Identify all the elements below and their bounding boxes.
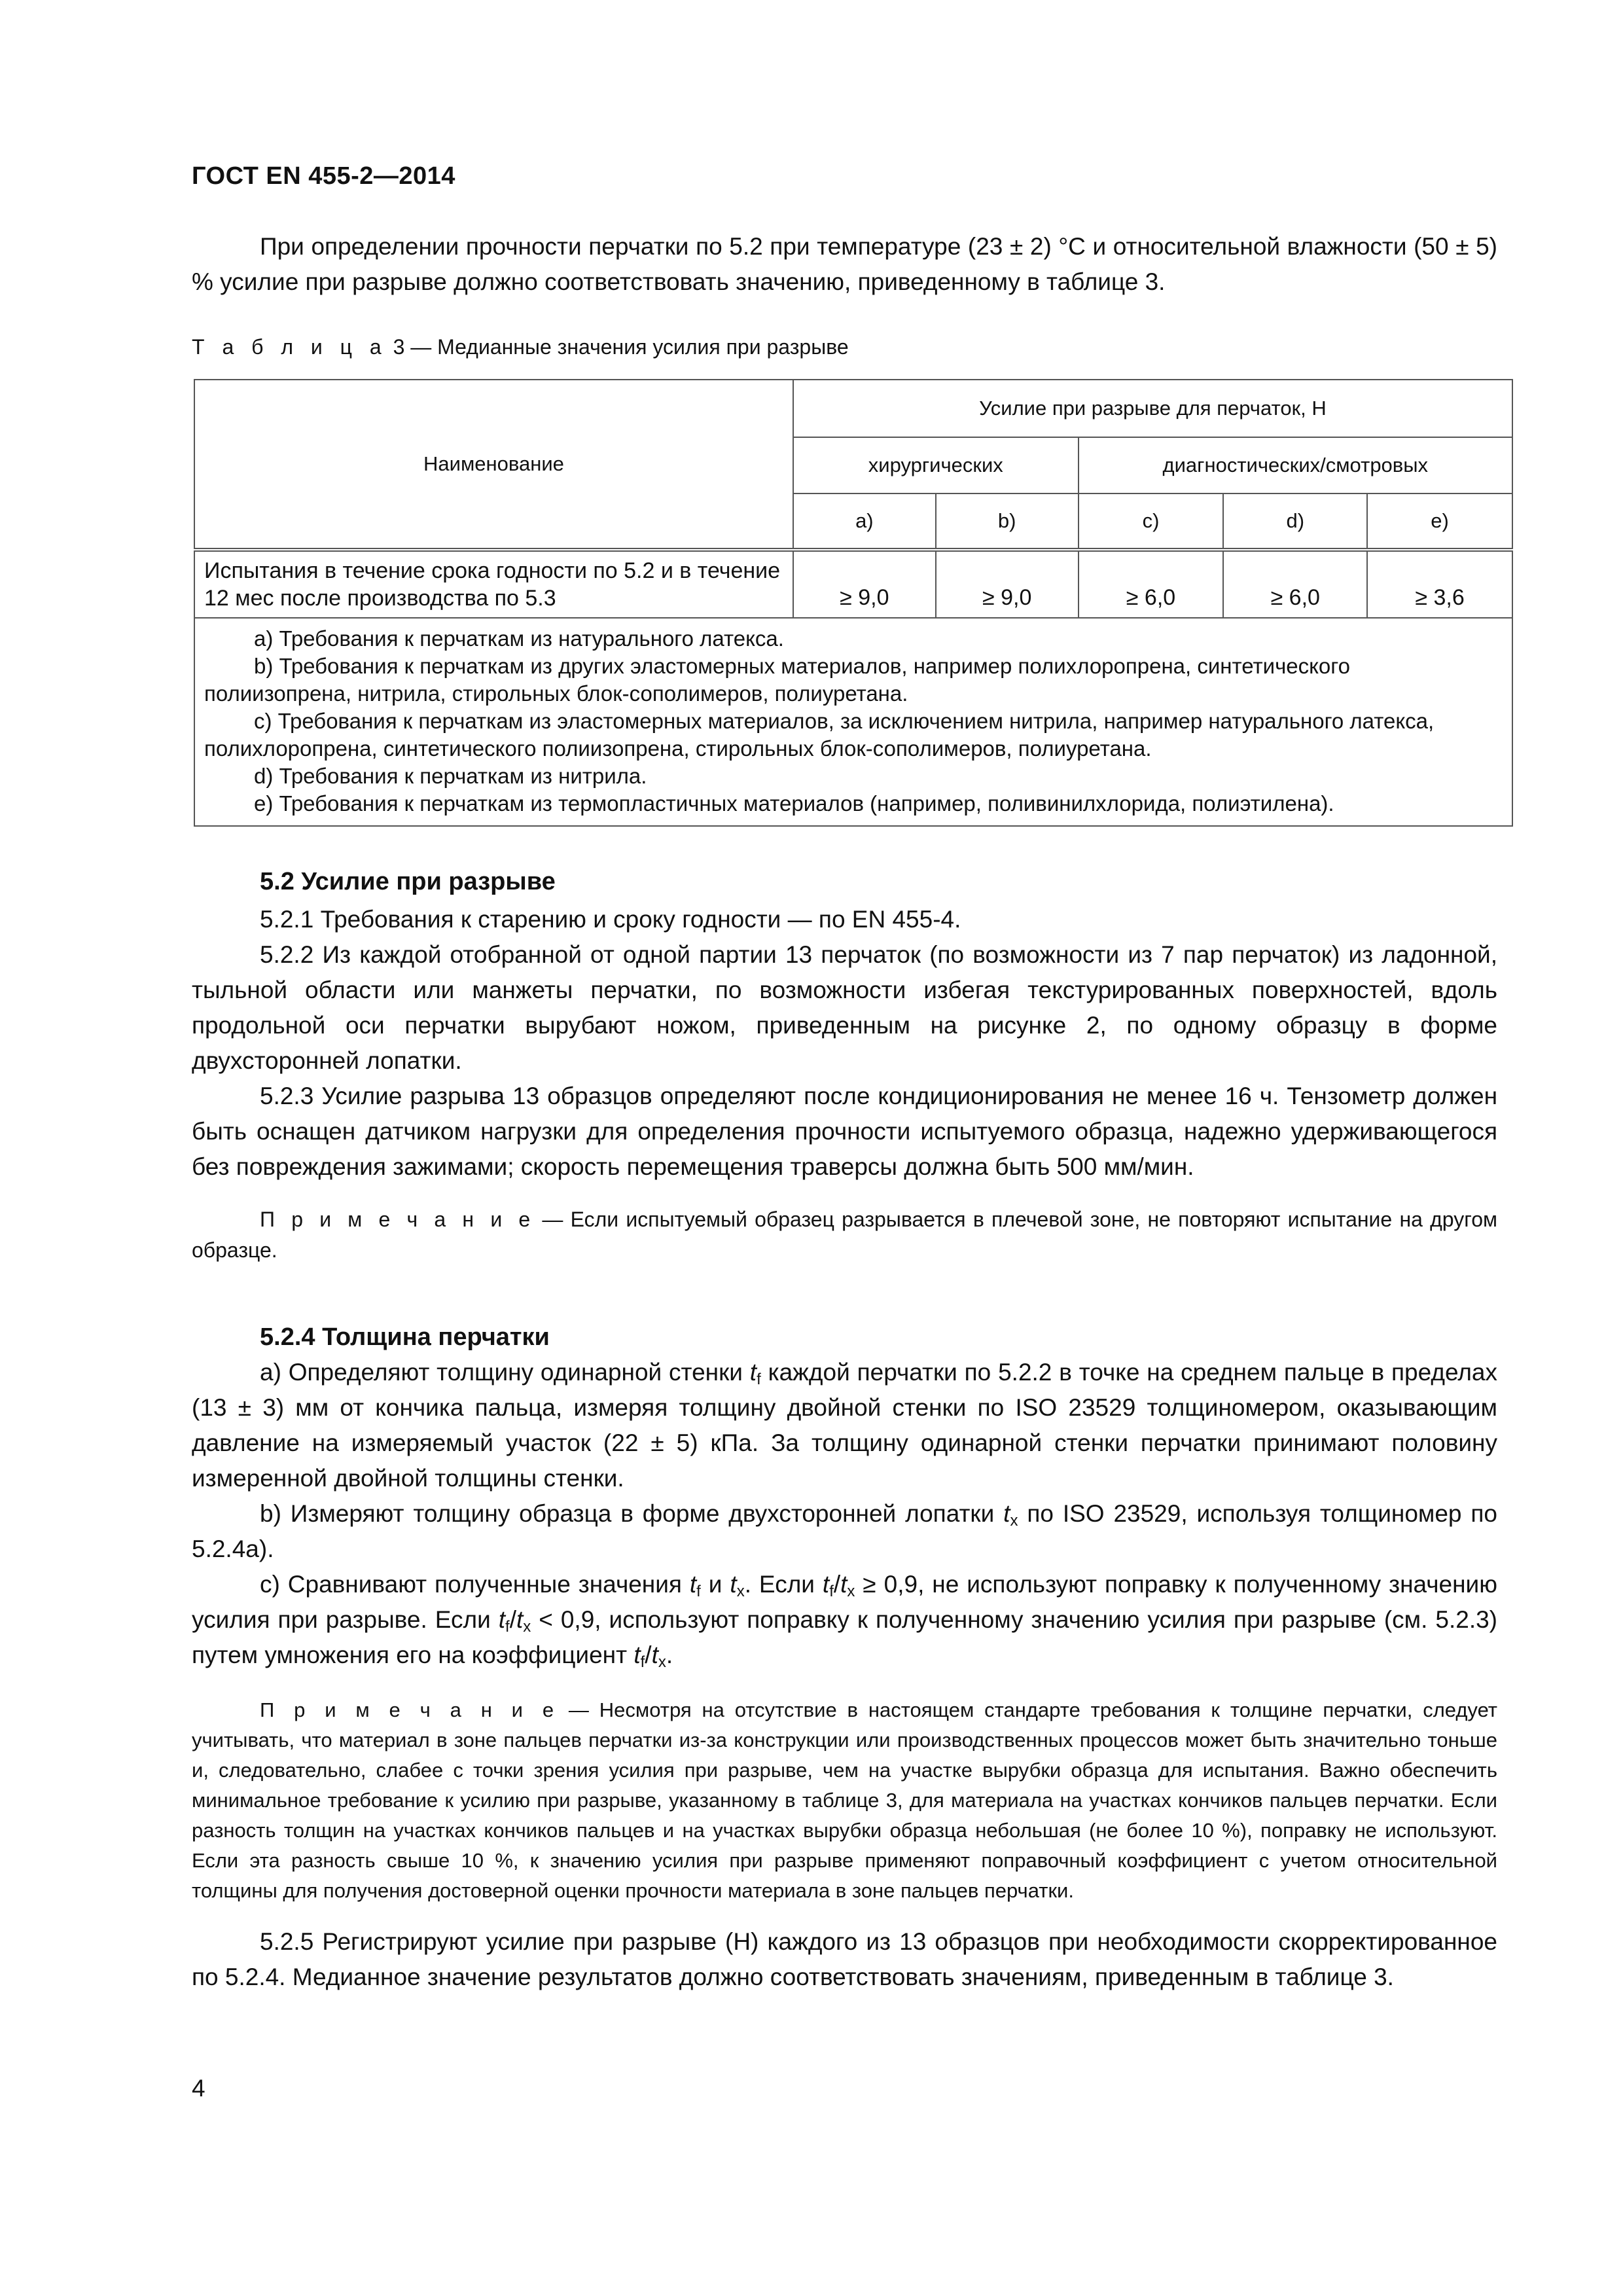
paragraph-5-2-4-c	[192, 1567, 1497, 1673]
table-header-name: Наименование	[194, 380, 793, 550]
slash: /	[645, 1641, 652, 1668]
var-t: t	[1003, 1500, 1010, 1527]
slash: /	[509, 1606, 516, 1633]
paragraph-5-2-4-a	[192, 1355, 1497, 1496]
para-c-part1: c) Сравнивают полученные значения	[260, 1571, 690, 1598]
slash: /	[833, 1571, 841, 1598]
para-b-part1: b) Измеряют толщину образца в форме двухсторонней лопатки	[260, 1500, 1004, 1527]
table-caption-title: 3 — Медианные значения усилия при разрыве	[387, 335, 849, 359]
paragraph-5-2-5: 5.2.5 Регистрируют усилие при разрыве (Н) каждого из 13 образцов при необходимости скорректированное по 5.2.4. Медианное значение результатов должно соответствовать значениям, приведенным в таблице 3.	[192, 1928, 1497, 1990]
table-cell-d: ≥ 6,0	[1223, 550, 1367, 618]
note-1-label: П р и м е ч а н и е	[260, 1208, 535, 1231]
var-t: t	[516, 1606, 524, 1633]
standard-header: ГОСТ EN 455-2—2014	[192, 162, 455, 190]
sub-f: f	[696, 1583, 701, 1600]
table-cell-a: ≥ 9,0	[793, 550, 936, 618]
table-cell-b: ≥ 9,0	[936, 550, 1079, 618]
para-c-part6: .	[666, 1641, 673, 1668]
paragraph-5-2-4-b	[192, 1496, 1497, 1567]
table-caption-label: Т а б л и ц а	[192, 335, 387, 359]
var-t: t	[498, 1606, 506, 1633]
var-t: t	[689, 1571, 697, 1598]
table-header-surgical: хирургических	[793, 437, 1079, 493]
sub-x: x	[847, 1583, 855, 1600]
footnote-c: c) Требования к перчаткам из эластомерных материалов, за исключением нитрила, например натурального латекса, полихлоропрена, синтетического полиизопрена, стирольных блок-сополимеров, полиуретана.	[204, 709, 1435, 761]
table-col-b: b)	[936, 493, 1079, 550]
footnote-d: d) Требования к перчаткам из нитрила.	[254, 764, 647, 788]
sub-x: x	[1010, 1512, 1018, 1530]
paragraph-5-2-3: 5.2.3 Усилие разрыва 13 образцов определяют после кондиционирования не менее 16 ч. Тензометр должен быть оснащен датчиком нагрузки для определения прочности испытуемого образца, надежно удерживающегося без повреждения зажимами; скорость перемещения траверсы должна быть 500 мм/мин.	[192, 1083, 1497, 1180]
para-c-part4: ≥ 0,9, не используют поправку к полученному значению усилия при разрыве. Если	[192, 1571, 1497, 1633]
var-t: t	[840, 1571, 847, 1598]
var-t: t	[822, 1571, 830, 1598]
section-5-2-4	[192, 1319, 1497, 1995]
section-heading-5-2: 5.2 Усилие при разрыве	[260, 868, 556, 895]
sub-x: x	[736, 1583, 745, 1600]
para-c-part2: и	[700, 1571, 730, 1598]
table-row	[194, 550, 1512, 618]
sub-f: f	[640, 1653, 645, 1671]
table-col-c: c)	[1079, 493, 1224, 550]
footnote-b: b) Требования к перчаткам из других эластомерных материалов, например полихлоропрена, синтетического полиизопрена, нитрила, стирольных блок-сополимеров, полиуретана.	[204, 654, 1350, 706]
intro-paragraph: При определении прочности перчатки по 5.2 при температуре (23 ± 2) °С и относительной влажности (50 ± 5) % усилие при разрыве должно соответствовать значению, приведенному в таблице 3.	[192, 233, 1497, 295]
sub-x: x	[658, 1653, 666, 1671]
var-t: t	[633, 1641, 641, 1668]
page-number: 4	[192, 2075, 205, 2102]
section-heading-5-2-4: 5.2.4 Толщина перчатки	[260, 1323, 550, 1351]
table-header-group: Усилие при разрыве для перчаток, Н	[793, 380, 1512, 437]
var-t: t	[651, 1641, 658, 1668]
footnote-e: е) Требования к перчаткам из термопластичных материалов (например, поливинилхлорида, полиэтилена).	[254, 791, 1334, 816]
table-row-name: Испытания в течение срока годности по 5.2 и в течение 12 мес после производства по 5.3	[194, 550, 793, 618]
var-t: t	[749, 1359, 757, 1386]
table-3	[194, 379, 1513, 827]
table-header-diagnostic: диагностических/смотровых	[1079, 437, 1512, 493]
para-a-part2: каждой перчатки по 5.2.2 в точке на среднем пальце в пределах (13 ± 3) мм от кончика пальца, измеряя толщину двойной стенки по ISO 23529 толщиномером, оказывающим давление на измеряемый участок (22 ± 5) кПа. За толщину одинарной стенки перчатки принимают половину измеренной двойной толщины стенки.	[192, 1359, 1497, 1492]
note-1	[192, 1204, 1497, 1266]
paragraph-5-2-1: 5.2.1 Требования к старению и сроку годности — по EN 455-4.	[260, 906, 961, 933]
para-c-part5: < 0,9, используют поправку к полученному значению усилия при разрыве (см. 5.2.3) путем умножения его на коэффициент	[192, 1606, 1497, 1668]
footnote-a: а) Требования к перчаткам из натурального латекса.	[254, 626, 784, 651]
para-b-part2: по ISO 23529, используя толщиномер по 5.2.4а).	[192, 1500, 1497, 1562]
table-cell-e: ≥ 3,6	[1367, 550, 1512, 618]
para-c-part3: . Если	[744, 1571, 823, 1598]
table-col-e: е)	[1367, 493, 1512, 550]
note-2-label: П р и м е ч а н и е	[260, 1698, 559, 1721]
sub-f: f	[757, 1371, 761, 1388]
sub-f: f	[505, 1618, 510, 1636]
table-cell-c: ≥ 6,0	[1079, 550, 1224, 618]
table-footnotes-row	[194, 618, 1512, 826]
table-col-a: а)	[793, 493, 936, 550]
note-1-text: — Если испытуемый образец разрывается в плечевой зоне, не повторяют испытание на другом образце.	[192, 1208, 1498, 1262]
table-col-d: d)	[1223, 493, 1367, 550]
var-t: t	[730, 1571, 737, 1598]
note-2	[192, 1695, 1497, 1906]
section-5-2	[192, 864, 1497, 1266]
note-2-text: — Несмотря на отсутствие в настоящем стандарте требования к толщине перчатки, следует учитывать, что материал в зоне пальцев перчатки из-за конструкции или производственных процессов может быть значительно тоньше и, следовательно, слабее с точки зрения усилия при разрыве, чем на участке вырубки образца для испытания. Важно обеспечить минимальное требование к усилию при разрыве, указанному в таблице 3, для материала на участках кончиков пальцев перчатки. Если разность толщин на участках кончиков пальцев и на участках вырубки образца небольшая (не более 10 %), поправку не используют. Если эта разность свыше 10 %, к значению усилия при разрыве применяют поправочный коэффициент с учетом относительной толщины для получения достоверной оценки прочности материала в зоне пальцев перчатки.	[192, 1698, 1497, 1902]
sub-x: x	[523, 1618, 531, 1636]
table-footnotes	[194, 618, 1512, 826]
table-caption	[192, 335, 849, 359]
sub-f: f	[829, 1583, 834, 1600]
paragraph-5-2-2: 5.2.2 Из каждой отобранной от одной партии 13 перчаток (по возможности из 7 пар перчаток) из ладонной, тыльной области или манжеты перчатки, по возможности избегая текстурированных поверхностей, вдоль продольной оси перчатки вырубают ножом, приведенным на рисунке 2, по одному образцу в форме двухсторонней лопатки.	[192, 941, 1497, 1074]
para-a-part1: а) Определяют толщину одинарной стенки	[260, 1359, 750, 1386]
